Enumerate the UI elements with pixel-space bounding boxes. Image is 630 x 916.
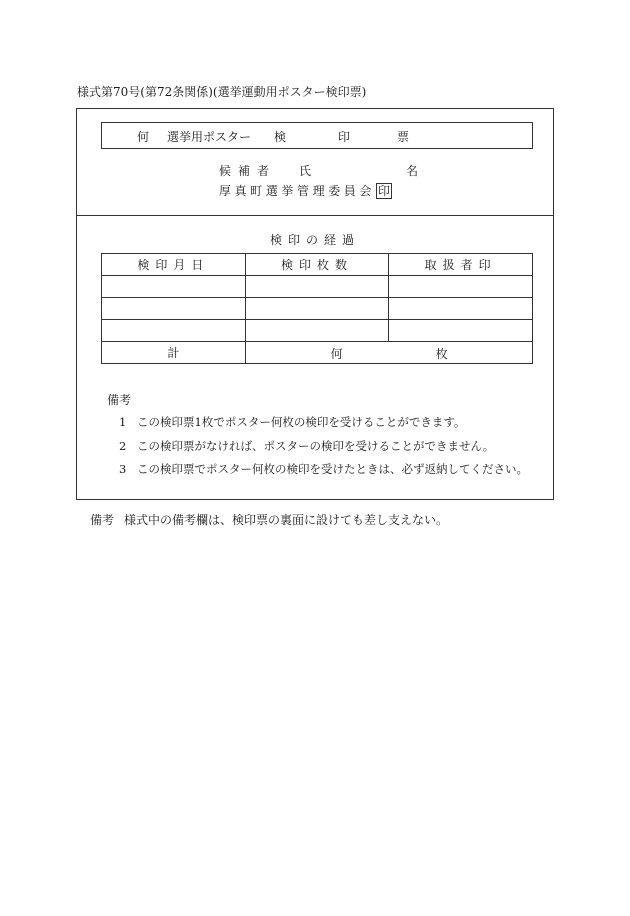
column-header: 検印枚数 <box>245 254 389 276</box>
title-in: 印 <box>338 130 351 144</box>
candidate-mei: 名 <box>406 164 419 178</box>
progress-table <box>101 253 533 364</box>
footer-label: 備考 <box>90 513 115 527</box>
total-value-cell <box>245 342 532 364</box>
table-row <box>102 276 533 298</box>
table-row <box>102 320 533 342</box>
remarks-heading: 備考 <box>107 393 132 407</box>
form-title-box <box>101 122 533 149</box>
total-row <box>102 342 533 364</box>
table-cell <box>389 320 533 342</box>
remark-number: 3 <box>119 462 127 476</box>
committee-name: 厚真町選挙管理委員会 <box>219 184 376 198</box>
remark-item <box>119 438 494 454</box>
remark-item <box>119 414 465 430</box>
table-header-row <box>102 254 533 276</box>
footer-text: 様式中の備考欄は、検印票の裏面に設けても差し支えない。 <box>124 513 449 527</box>
remark-text: この検印票でポスター何枚の検印を受けたときは、必ず返納してください。 <box>137 462 528 476</box>
committee-seal: 印 <box>378 184 391 198</box>
title-poster: 選挙用ポスター <box>167 130 252 144</box>
form-number-label: 様式第70号(第72条関係)(選挙運動用ポスター検印票) <box>77 85 367 99</box>
section-divider <box>77 215 553 216</box>
candidate-shi: 氏 <box>299 164 312 178</box>
progress-title: 検印の経過 <box>269 233 360 247</box>
total-unit: 枚 <box>435 347 448 361</box>
remark-number: 1 <box>119 415 127 429</box>
table-cell <box>102 276 246 298</box>
column-header: 取扱者印 <box>389 254 533 276</box>
inspection-form <box>76 108 554 500</box>
title-what: 何 <box>137 130 150 144</box>
table-cell <box>245 276 389 298</box>
table-cell <box>389 276 533 298</box>
committee-row <box>219 182 392 199</box>
title-hyo: 票 <box>397 130 410 144</box>
remark-text: この検印票がなければ、ポスターの検印を受けることができません。 <box>137 439 495 453</box>
total-what: 何 <box>330 347 343 361</box>
title-ken: 検 <box>274 130 287 144</box>
remark-number: 2 <box>119 439 127 453</box>
remark-text: この検印票1枚でポスター何枚の検印を受けることができます。 <box>137 415 466 429</box>
table-cell <box>102 320 246 342</box>
remark-item <box>119 461 528 477</box>
total-label: 計 <box>102 342 246 364</box>
candidate-name-row <box>219 162 419 180</box>
table-row <box>102 298 533 320</box>
column-header: 検印月日 <box>102 254 246 276</box>
table-cell <box>245 298 389 320</box>
table-cell <box>245 320 389 342</box>
footer-note <box>90 511 448 528</box>
candidate-label: 候補者 <box>219 164 277 178</box>
table-cell <box>102 298 246 320</box>
table-cell <box>389 298 533 320</box>
